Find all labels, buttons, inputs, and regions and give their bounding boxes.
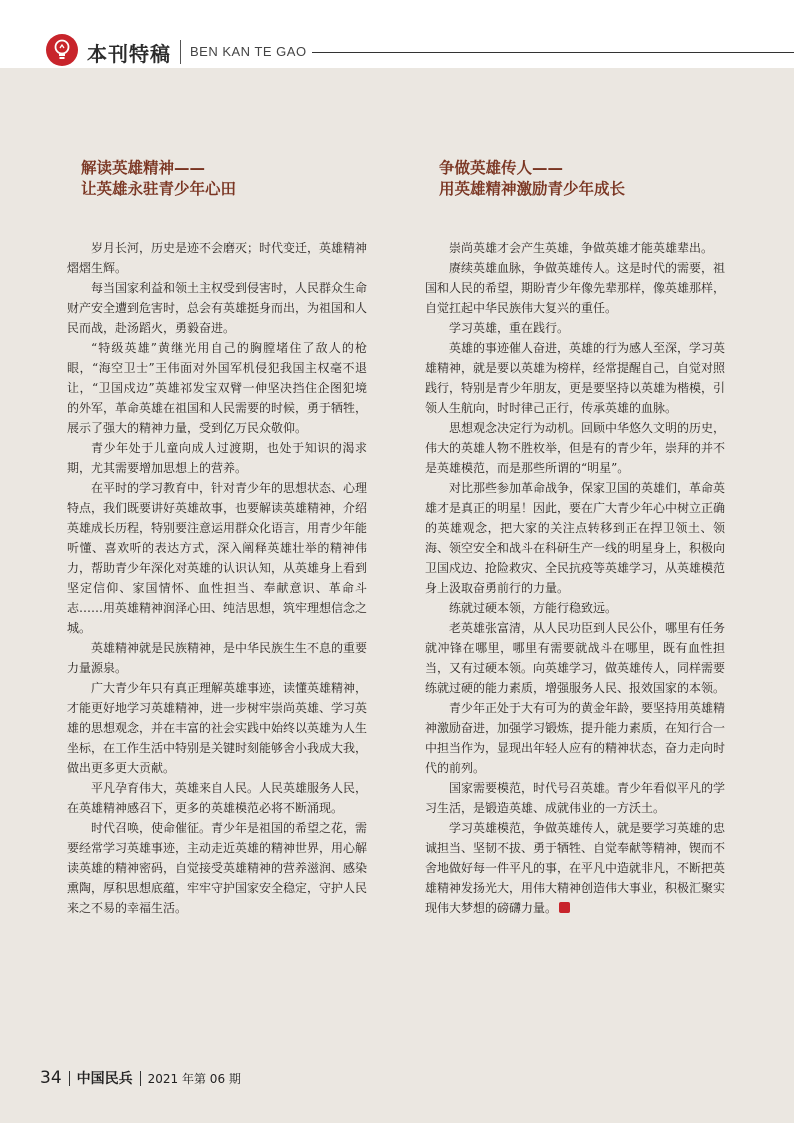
magazine-name: 中国民兵	[76, 1071, 133, 1087]
right-column	[425, 158, 725, 918]
page-footer	[40, 1068, 241, 1088]
issue-label: 2021 年第 06 期	[147, 1072, 241, 1086]
paragraph: 赓续英雄血脉，争做英雄传人。这是时代的需要，祖国和人民的希望，期盼青少年像先辈那样，像英雄那样，自觉扛起中华民族伟大复兴的重任。	[425, 261, 726, 315]
paragraph: 崇尚英雄才会产生英雄，争做英雄才能英雄辈出。	[449, 241, 714, 255]
right-heading-line-2: 用英雄精神激励青少年成长	[439, 180, 626, 198]
left-heading-line-2: 让英雄永驻青少年心田	[81, 180, 237, 198]
left-column	[67, 158, 367, 918]
page-number: 34	[40, 1068, 62, 1088]
paragraph: 青少年正处于大有可为的黄金年龄，要坚持用英雄精神激励奋进，加强学习锻炼，提升能力素质，在知行合一中担当作为，显现出年轻人应有的精神状态，奋力走向时代的前列。	[425, 701, 726, 775]
page-header	[0, 0, 794, 68]
paragraph: 英雄的事迹催人奋进，英雄的行为感人至深，学习英雄精神，就是要以英雄为榜样，经常提醒自己，自觉对照践行，特别是青少年朋友，更是要坚持以英雄为楷模，引领人生航向，时时律己正行，传承英雄的血脉。	[425, 341, 726, 415]
paragraph: 广大青少年只有真正理解英雄事迹，读懂英雄精神，才能更好地学习英雄精神，进一步树牢崇尚英雄、学习英雄的思想观念，并在丰富的社会实践中始终以英雄为人生坐标，在工作生活中特别是关键时刻能够舍小我成大我，做出更多更大贡献。	[67, 681, 368, 775]
paragraph: 国家需要模范，时代号召英雄。青少年看似平凡的学习生活，是锻造英雄、成就伟业的一方沃土。	[425, 781, 726, 815]
header-rule	[312, 52, 794, 53]
paragraph: 学习英雄，重在践行。	[449, 321, 570, 335]
paragraph: 岁月长河，历史是迹不会磨灭；时代变迁，英雄精神熠熠生辉。	[67, 241, 368, 275]
footer-divider	[69, 1071, 70, 1086]
last-paragraph	[425, 818, 725, 918]
footer-divider	[140, 1071, 141, 1086]
left-heading	[81, 158, 367, 200]
last-paragraph-text: 学习英雄模范，争做英雄传人，就是要学习英雄的忠诚担当、坚韧不拔、勇于牺牲、自觉奉献等精神，锲而不舍地做好每一件平凡的事，在平凡中造就非凡，不断把英雄精神发扬光大，用伟大精神创造伟大事业，积极汇聚实现伟大梦想的磅礴力量。	[425, 821, 726, 915]
paragraph: 老英雄张富清，从人民功臣到人民公仆，哪里有任务就冲锋在哪里，哪里有需要就战斗在哪里，既有血性担当，又有过硬本领。向英雄学习，做英雄传人，同样需要练就过硬的能力素质，增强服务人民、报效国家的本领。	[425, 621, 726, 695]
paragraph: 英雄精神就是民族精神，是中华民族生生不息的重要力量源泉。	[67, 641, 368, 675]
paragraph: 思想观念决定行为动机。回顾中华悠久文明的历史，伟大的英雄人物不胜枚举，但是有的青少年，崇拜的并不是英雄模范，而是那些所谓的“明星”。	[425, 421, 726, 475]
end-mark-icon	[559, 902, 570, 913]
header-divider	[180, 40, 181, 64]
left-heading-line-1: 解读英雄精神——	[81, 159, 206, 177]
right-heading-line-1: 争做英雄传人——	[439, 159, 564, 177]
paragraph: 每当国家利益和领土主权受到侵害时，人民群众生命财产安全遭到危害时，总会有英雄挺身而出，为祖国和人民而战，赴汤蹈火，勇毅奋进。	[67, 281, 368, 335]
right-heading	[439, 158, 725, 200]
paragraph: 时代召唤，使命催征。青少年是祖国的希望之花，需要经常学习英雄事迹，主动走近英雄的精神世界，用心解读英雄的精神密码，自觉接受英雄精神的营养滋润、感染熏陶，厚积思想底蕴，牢牢守护国家安全稳定，守护人民来之不易的幸福生活。	[67, 821, 368, 915]
paragraph: “特级英雄”黄继光用自己的胸膛堵住了敌人的枪眼，“海空卫士”王伟面对外国军机侵犯我国主权毫不退让，“卫国戍边”英雄祁发宝双臂一伸坚决挡住企图犯境的外军，革命英雄在祖国和人民需要的时候，勇于牺牲，展示了强大的精神力量，受到亿万民众敬仰。	[67, 341, 368, 435]
paragraph: 平凡孕育伟大，英雄来自人民。人民英雄服务人民，在英雄精神感召下，更多的英雄模范必将不断涌现。	[67, 781, 368, 815]
lightbulb-logo-icon	[46, 34, 78, 66]
paragraph: 练就过硬本领，方能行稳致远。	[449, 601, 618, 615]
section-title: 本刊特稿	[87, 42, 171, 66]
paragraph: 在平时的学习教育中，针对青少年的思想状态、心理特点，我们既要讲好英雄故事，也要解读英雄精神，介绍英雄成长历程，特别要注意运用群众化语言，用青少年能听懂、喜欢听的表达方式，深入阐释英雄壮举的精神伟力，帮助青少年深化对英雄的认识认知，从英雄身上看到坚定信仰、家国情怀、血性担当、奉献意识、革命斗志……用英雄精神润泽心田、纯洁思想，筑牢理想信念之城。	[67, 481, 368, 635]
section-title-en: BEN KAN TE GAO	[190, 44, 307, 59]
paragraph: 青少年处于儿童向成人过渡期，也处于知识的渴求期，尤其需要增加思想上的营养。	[67, 441, 367, 475]
paragraph: 对比那些参加革命战争，保家卫国的英雄们，革命英雄才是真正的明星！因此，要在广大青少年心中树立正确的英雄观念，把大家的关注点转移到正在捍卫领土、领海、领空安全和战斗在科研生产一线的明星身上，积极向卫国戍边、抢险救灾、全民抗疫等英雄学习，从英雄模范身上汲取奋勇前行的力量。	[425, 481, 726, 595]
